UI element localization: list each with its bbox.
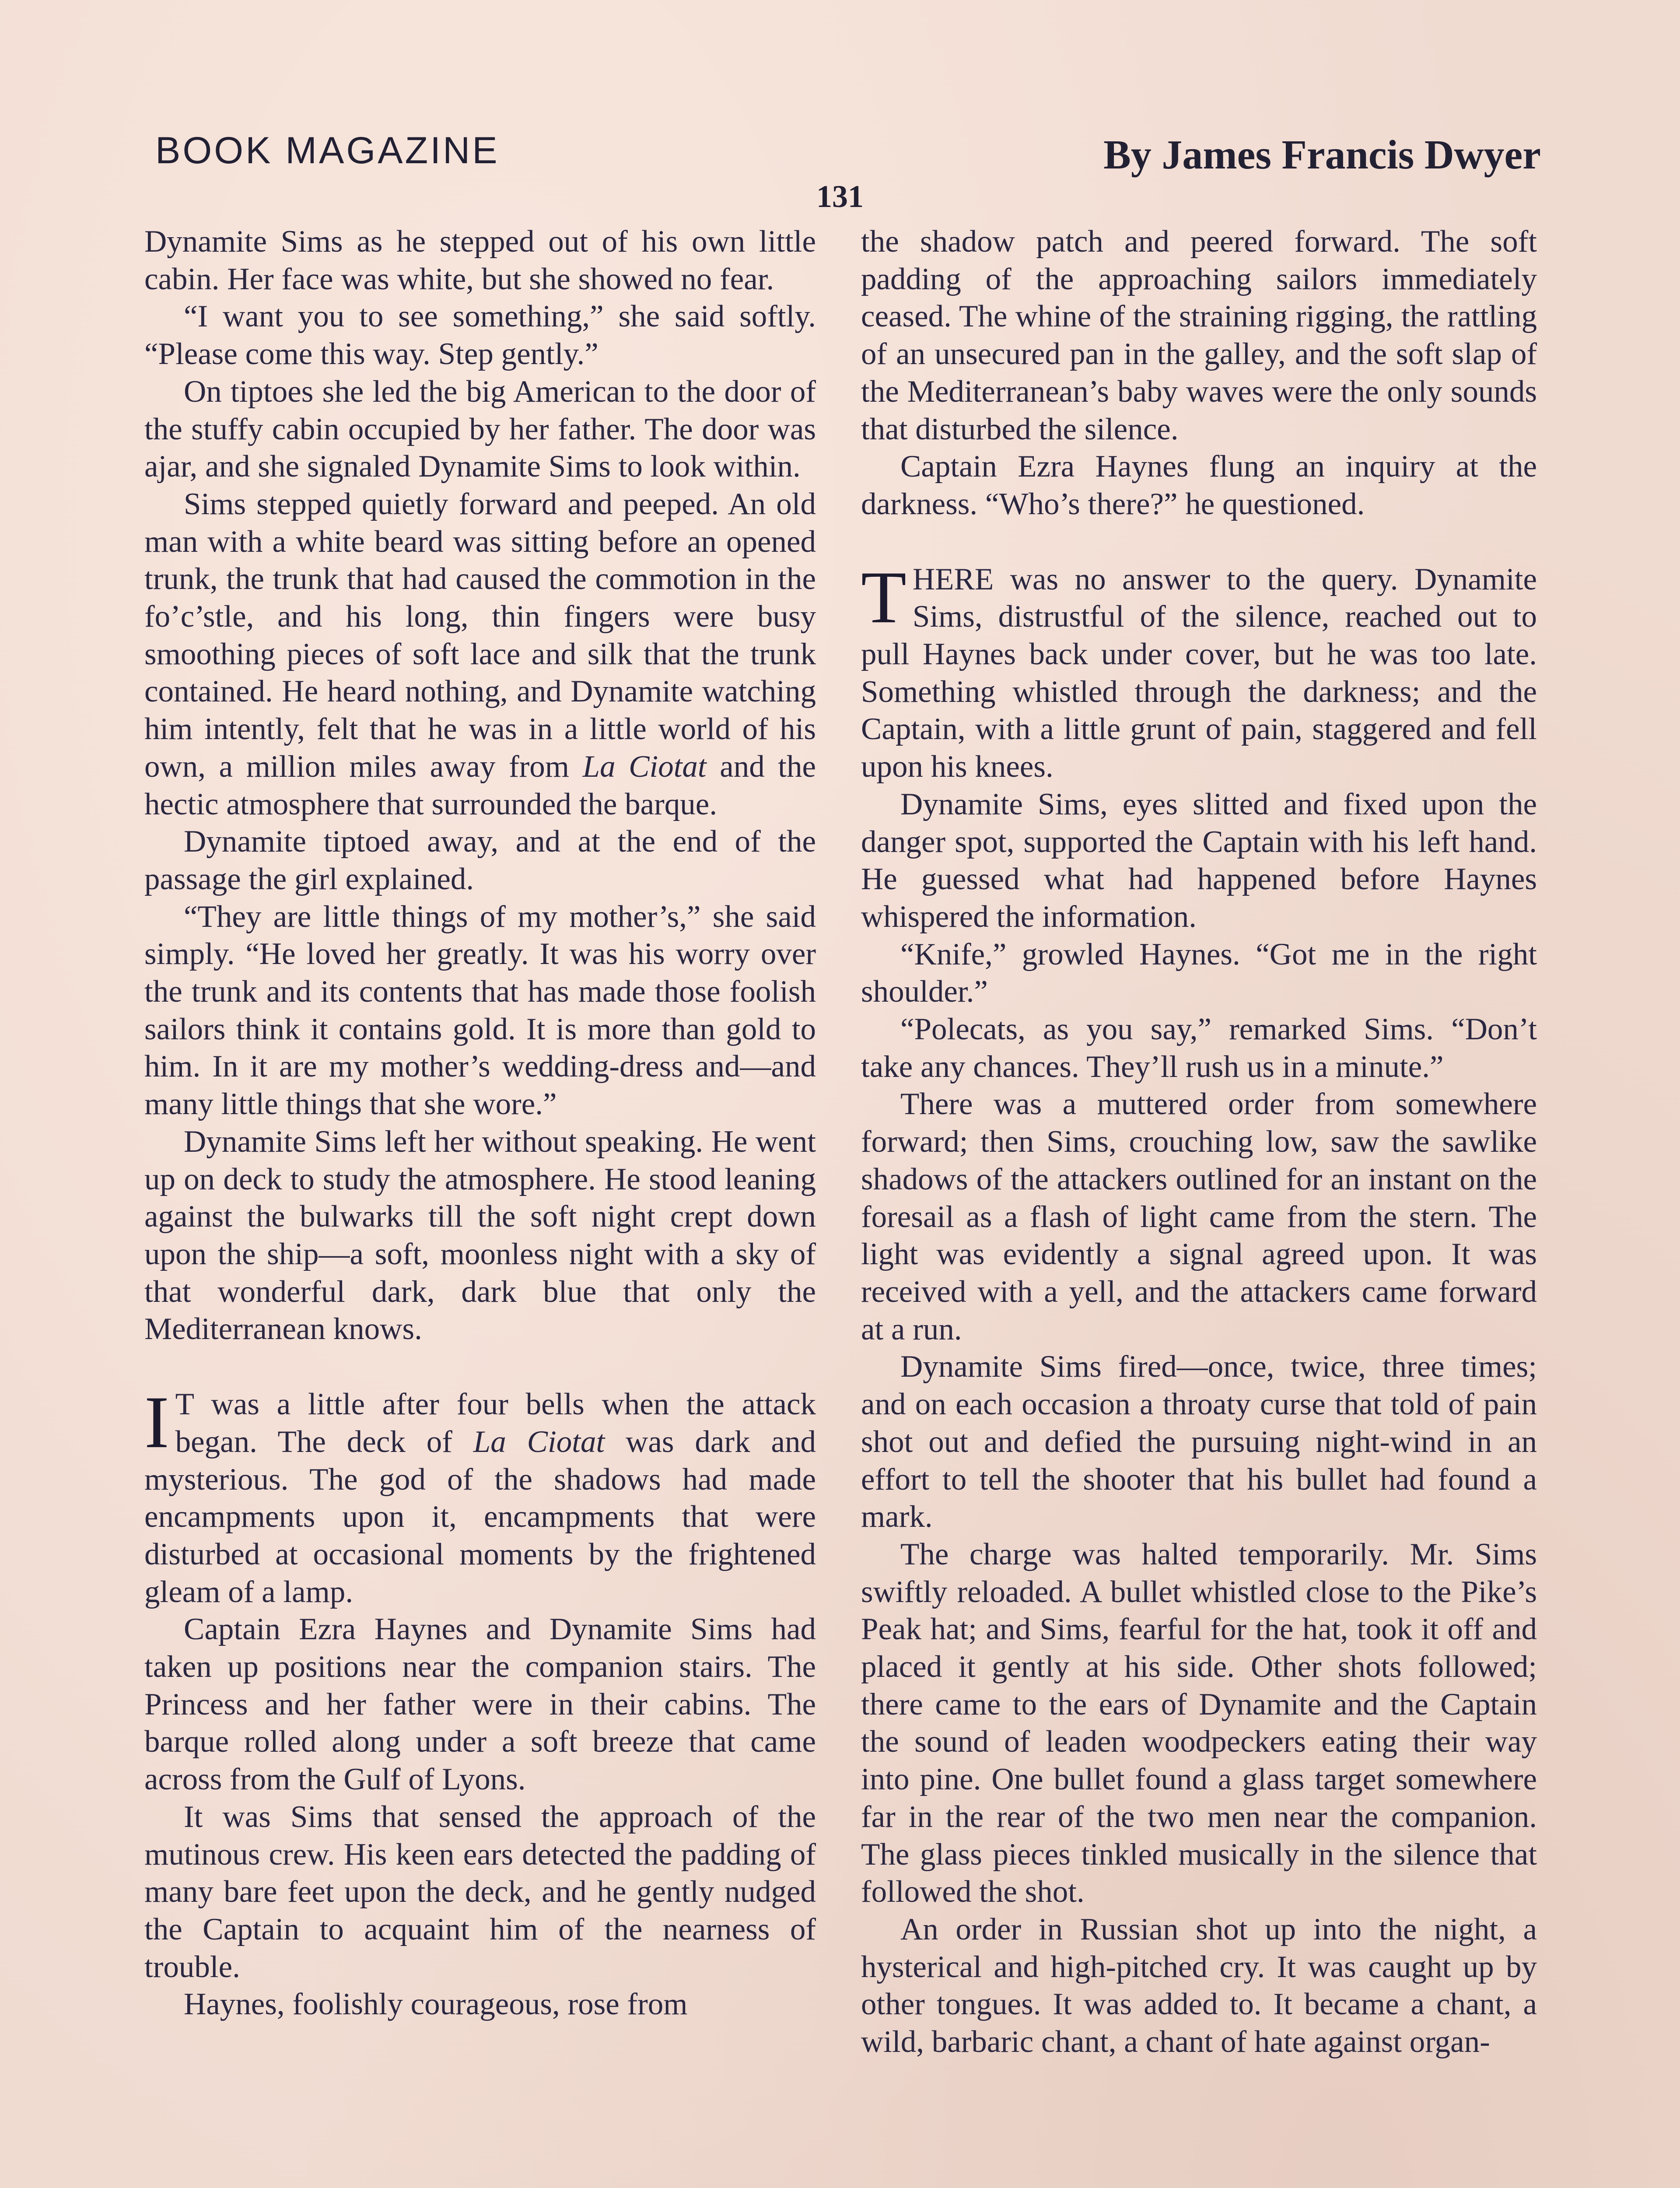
paragraph: Dynamite Sims left her without speaking. He went up on deck to study the atmosphere. He stood leaning against the bulwarks till the soft night crept down upon the ship—a soft, moonless night with a sky of that wonderful dark, dark blue that only the Mediterranean knows. xyxy=(144,1124,816,1346)
paragraph: Dynamite tiptoed away, and at the end of the passage the girl explained. xyxy=(144,824,816,896)
paragraph: Captain Ezra Haynes flung an inquiry at the darkness. “Who’s there?” he questioned. xyxy=(861,449,1537,521)
section-paragraph: I T was a little after four bells when the attack began. The deck of La Ciotat was dark and mysterious. The god of the shadows had made encampments upon it, encampments that were disturbed at occasional moments by the frightened gleam of a lamp. xyxy=(144,1381,816,1609)
ship-name: La Ciotat xyxy=(473,1424,605,1459)
paragraph: Dynamite Sims fired—once, twice, three times; and on each occasion a throaty curse that told of pain shot out and defied the pursuing night-wind in an effort to tell the shooter that his bullet had found a mark. xyxy=(861,1350,1537,1534)
section-paragraph: THERE was no answer to the query. Dynamite Sims, distrustful of the silence, reached out to pull Haynes back under cover, but he was too late. Something whistled through the darkness; and the Captain, with a little grunt of pain, staggered and fell upon his knees. xyxy=(861,556,1537,784)
drop-cap: I xyxy=(144,1381,169,1464)
drop-cap: T xyxy=(861,556,906,638)
paragraph: Captain Ezra Haynes and Dynamite Sims had taken up positions near the companion stairs. The Princess and her father were in their cabins. The barque rolled along under a soft breeze that came across from the Gulf of Lyons. xyxy=(144,1612,816,1797)
paragraph: Haynes, foolishly courageous, rose from xyxy=(184,1987,688,2022)
paragraph: An order in Russian shot up into the night, a hysterical and high-pitched cry. It was caught up by other tongues. It was added to. It became a chant, a wild, barbaric chant, a chant of hate against organ- xyxy=(861,1912,1537,2059)
paragraph: the shadow patch and peered forward. The soft padding of the approaching sailors immediately ceased. The whine of the straining rigging, the rattling of an unsecured pan in the galley, and the soft slap of the Mediterranean’s baby waves were the only sounds that disturbed the silence. xyxy=(861,224,1537,446)
left-column xyxy=(144,223,816,2023)
paragraph: On tiptoes she led the big American to the door of the stuffy cabin occupied by her father. The door was ajar, and she signaled Dynamite Sims to look within. xyxy=(144,374,816,484)
paragraph: The charge was halted temporarily. Mr. Sims swiftly reloaded. A bullet whistled close to the Pike’s Peak hat; and Sims, fearful for the hat, took it off and placed it gently at his side. Other shots followed; there came to the ears of Dynamite and the Captain the sound of leaden woodpeckers eating their way into pine. One bullet found a glass target somewhere far in the rear of the two men near the companion. The glass pieces tinkled musically in the silence that followed the shot. xyxy=(861,1537,1537,1909)
paragraph: “Knife,” growled Haynes. “Got me in the right shoulder.” xyxy=(861,937,1537,1009)
paragraph: Dynamite Sims, eyes slitted and fixed upon the danger spot, supported the Captain with his left hand. He guessed what had happened before Haynes whispered the information. xyxy=(861,787,1537,934)
ship-name: La Ciotat xyxy=(582,749,707,784)
paragraph: There was a muttered order from somewhere forward; then Sims, crouching low, saw the sawlike shadows of the attackers outlined for an instant on the foresail as a flash of light came from the stern. The light was evidently a signal agreed upon. It was received with a yell, and the attackers came forward at a run. xyxy=(861,1087,1537,1346)
right-column xyxy=(861,223,1537,2061)
page-number: 131 xyxy=(816,179,864,214)
author-byline: By James Francis Dwyer xyxy=(1103,132,1541,178)
paragraph: “They are little things of my mother’s,” she said simply. “He loved her greatly. It was his worry over the trunk and its contents that has made those foolish sailors think it contains gold. It is more than gold to him. In it are my mother’s wedding-dress and—and many little things that she wore.” xyxy=(144,899,816,1122)
paragraph: Sims stepped quietly forward and peeped. An old man with a white beard was sitting before an opened trunk, the trunk that had caused the commotion in the fo’c’stle, and his long, thin fingers were busy smoothing pieces of soft lace and silk that the trunk contained. He heard nothing, and Dynamite watching him intently, felt that he was in a little world of his own, a million miles away from La Ciotat and the hectic atmosphere that surrounded the barque. xyxy=(144,487,816,821)
magazine-title: BOOK MAGAZINE xyxy=(155,130,500,172)
paragraph: It was Sims that sensed the approach of the mutinous crew. His keen ears detected the padding of many bare feet upon the deck, and he gently nudged the Captain to acquaint him of the nearness of trouble. xyxy=(144,1799,816,1984)
paragraph: “I want you to see something,” she said softly. “Please come this way. Step gently.” xyxy=(144,299,816,372)
paragraph: “Polecats, as you say,” remarked Sims. “Don’t take any chances. They’ll rush us in a minute.” xyxy=(861,1012,1537,1084)
paragraph: Dynamite Sims as he stepped out of his own little cabin. Her face was white, but she showed no fear. xyxy=(144,224,816,296)
